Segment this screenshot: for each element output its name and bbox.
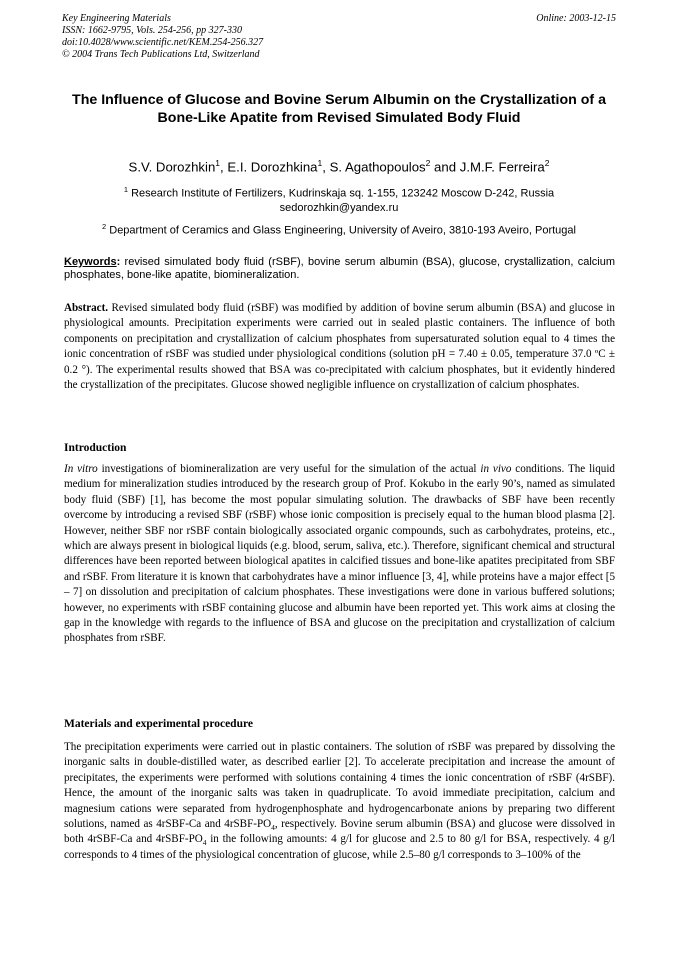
keywords-colon: : — [116, 256, 121, 268]
author-name: S.V. Dorozhkin — [128, 159, 216, 175]
in-vivo-term: in vivo — [480, 463, 512, 475]
abstract-label: Abstract. — [64, 302, 109, 314]
abstract-block — [64, 301, 615, 393]
author-affiliation-mark: 1 — [215, 158, 221, 168]
author-separator: and — [430, 159, 460, 175]
keywords-block — [64, 256, 615, 282]
methods-heading: Materials and experimental procedure — [64, 718, 253, 730]
author-separator: , — [220, 159, 228, 175]
intro-text-a: investigations of biomineralization are very useful for the simulation of the actual — [97, 463, 481, 475]
affiliation-text: Department of Ceramics and Glass Engineering, University of Aveiro, 3810-193 Aveiro, Portugal — [109, 224, 576, 237]
author-name: J.M.F. Ferreira — [459, 159, 545, 175]
online-date: Online: 2003-12-15 — [536, 13, 616, 24]
author-list — [40, 154, 638, 176]
author-affiliation-mark: 2 — [544, 158, 550, 168]
author-affiliation-mark: 1 — [317, 158, 323, 168]
paper-title: The Influence of Glucose and Bovine Serum Albumin on the Crystallization of a Bone-Like Apatite from Revised Simulated Body Fluid — [72, 92, 606, 126]
author-affiliation-mark: 2 — [425, 158, 431, 168]
author-name: E.I. Dorozhkina — [227, 159, 318, 175]
doi-line: doi:10.4028/www.scientific.net/KEM.254-256.327 — [62, 37, 264, 48]
keywords-text: revised simulated body fluid (rSBF), bovine serum albumin (BSA), glucose, crystallization, calcium phosphates, bone-like apatite, biomineralization. — [64, 256, 615, 281]
affiliation-2 — [40, 220, 638, 238]
subscript: 4 — [271, 823, 275, 833]
methods-text-2: , respectively. Bovine serum albumin (BSA) and glucose were dissolved in both 4rSBF-Ca and 4rSBF-PO — [64, 818, 615, 846]
subscript: 4 — [202, 838, 207, 848]
introduction-heading: Introduction — [64, 442, 127, 454]
methods-text-3: in the following amounts: 4 g/l for glucose and 2.5 to 80 g/l for BSA, respectively. 4 g/l corresponds to 4 times of the physiological concentration of glucose, while 2.5–80 g/l corresponds to 3–100% of the — [64, 833, 615, 861]
issn-line: ISSN: 1662-9795, Vols. 254-256, pp 327-330 — [62, 25, 242, 36]
author-separator: , — [322, 159, 330, 175]
author-email: sedorozhkin@yandex.ru — [279, 201, 399, 214]
journal-name: Key Engineering Materials — [62, 13, 171, 24]
introduction-paragraph — [64, 462, 615, 647]
author-name: S. Agathopoulos — [329, 159, 426, 175]
affiliation-1 — [40, 183, 638, 215]
methods-paragraph — [64, 740, 615, 863]
journal-header — [62, 13, 616, 61]
affiliation-mark: 2 — [102, 222, 107, 231]
affiliation-text: Research Institute of Fertilizers, Kudrinskaja sq. 1-155, 123242 Moscow D-242, Russia — [131, 187, 555, 200]
copyright-line: © 2004 Trans Tech Publications Ltd, Switzerland — [62, 49, 260, 60]
in-vitro-term: In vitro — [64, 463, 98, 475]
keywords-label: Keywords — [64, 256, 117, 268]
abstract-text: Revised simulated body fluid (rSBF) was modified by addition of bovine serum albumin (BSA) and glucose in physiological amounts. Precipitation experiments were carried out in sealed plastic containers. The influence of both components on precipitation and crystallization of calcium phosphates from supersaturated solution equal to 4 times the ionic concentration of rSBF was studied under physiological conditions (solution pH = 7.40 ± 0.05, temperature 37.0 ºC ± 0.2 °). The experimental results showed that BSA was co-precipitated with calcium phosphates, but it evidently hindered the crystallization of the precipitates. Glucose showed negligible influence on crystallization of calcium phosphates. — [64, 302, 615, 392]
intro-text-b: conditions. The liquid medium for mineralization studies introduced by the research group of Prof. Kokubo in the early 90’s, named as simulated body fluid (SBF) [1], has become the most popular simulating solution. The drawbacks of SBF have been recently overcome by introducing a revised SBF (rSBF) whose ionic composition is precisely equal to the human blood plasma [2]. However, neither SBF nor rSBF contain biologically associated organic compounds, such as carbohydrates, proteins, etc., which are always present in biological liquids (e.g. blood, serum, saliva, etc.). Therefore, significant chemical and structural differences have been reported between biological apatites in calcified tissues and bone-like apatites precipitated from SBF and rSBF. From literature it is known that carbohydrates have a minor influence [3, 4], while proteins have a major effect [5 – 7] on dissolution and precipitation of calcium phosphates. These investigations were done in various buffered solutions; however, no experiments with rSBF containing glucose and albumin have been reported yet. This work aims at closing the gap in the knowledge with regards to the influence of BSA and glucose on the precipitation and crystallization of calcium phosphates from rSBF. — [64, 463, 615, 645]
affiliation-mark: 1 — [123, 185, 128, 194]
methods-text-1: The precipitation experiments were carried out in plastic containers. The solution of rSBF was prepared by dissolving the inorganic salts in double-distilled water, as described earlier [2]. To accelerate precipitation and increase the amount of precipitates, the experiments were performed with solutions containing 4 times the ionic concentration of rSBF (4rSBF). Hence, the amount of the inorganic salts was taken in quadruplicate. To avoid immediate precipitation, calcium and magnesium cations were separated from hydrogenphosphate and hydrogencarbonate anions by preparing two different solutions, named as 4rSBF-Ca and 4rSBF-PO — [64, 741, 615, 831]
